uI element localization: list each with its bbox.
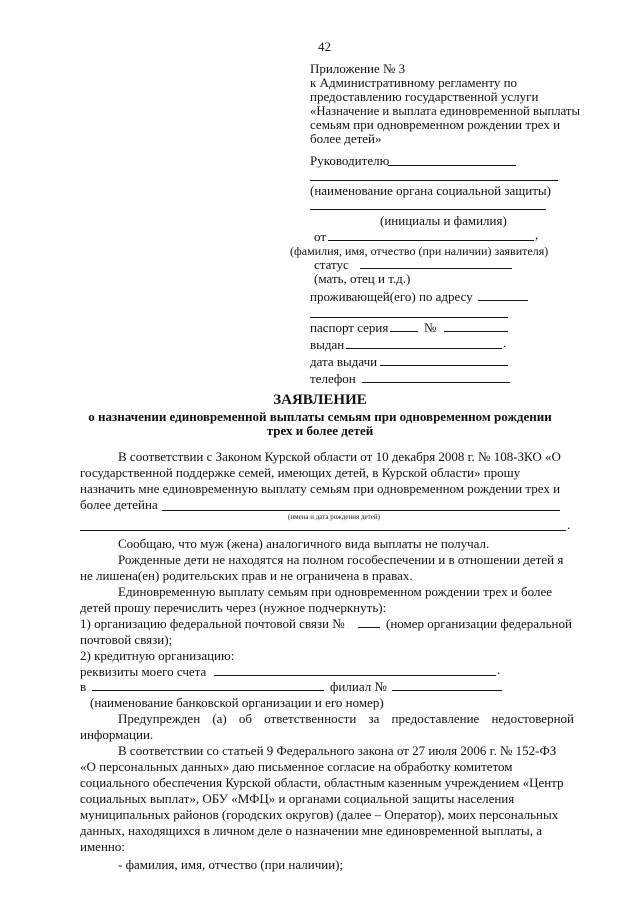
passport-number-label: № (424, 320, 437, 335)
document-title: ЗАЯВЛЕНИЕ (273, 392, 367, 408)
bank-in-label: в (80, 679, 87, 694)
paragraph-line: Сообщаю, что муж (жена) аналогичного вида выплаты не получал. (118, 536, 490, 551)
paragraph-line: В соответствии со статьей 9 Федерального закона от 27 июля 2006 г. № 152-ФЗ (118, 743, 557, 758)
paragraph-line: В соответствии с Законом Курской области от 10 декабря 2008 г. № 108-ЗКО «О (118, 449, 561, 464)
phone-label: телефон (310, 371, 356, 386)
children-names-field[interactable] (162, 510, 560, 511)
paragraph-line: социального обеспечения Курской области, областным казенным учреждением «Центр (80, 775, 564, 790)
paragraph-line: «О персональных данных» даю письменное согласие на обработку комитетом (80, 759, 513, 774)
branch-number-field[interactable] (392, 690, 502, 691)
issued-label: выдан (310, 337, 345, 352)
paragraph-line: именно: (80, 839, 125, 854)
paragraph-line: социальных выплат», ОБУ «МФЦ» и органами социальной защиты населения (80, 791, 515, 806)
line-dot: . (567, 517, 571, 532)
address-field[interactable] (478, 300, 528, 301)
address-field-2[interactable] (310, 317, 508, 318)
appendix-line: предоставлению государственной услуги (310, 89, 539, 104)
option-post-office: 1) организацию федеральной почтовой связи № (80, 616, 345, 631)
account-label: реквизиты моего счета (80, 664, 207, 679)
page-number: 42 (318, 39, 331, 54)
body-caption: (наименование органа социальной защиты) (310, 183, 551, 198)
paragraph-line: данных, находящихся в личном деле о назначении мне единовременной выплаты, а (80, 823, 543, 838)
applicant-caption: (фамилия, имя, отчество (при наличии) заявителя) (290, 244, 549, 258)
paragraph-line: более детейна (80, 497, 158, 512)
issue-date-label: дата выдачи (310, 354, 378, 369)
option-post-office-hint: (номер организации федеральной (386, 616, 572, 631)
passport-series-label: паспорт серия (310, 320, 389, 335)
appendix-line: более детей» (310, 131, 382, 146)
passport-series-field[interactable] (390, 331, 418, 332)
account-field[interactable] (214, 675, 496, 676)
paragraph-line: назначить мне единовременную выплату семьям при одновременном рождении трех и (80, 481, 561, 496)
paragraph-line: Предупрежден (а) об ответственности за предоставление недостоверной (118, 711, 574, 726)
address-label: проживающей(его) по адресу (310, 289, 473, 304)
document-subtitle: о назначении единовременной выплаты семьям при одновременном рождении (88, 409, 552, 424)
paragraph-line: Рожденные дети не находятся на полном гособеспечении и в отношении детей я (118, 552, 564, 567)
issued-dot: . (503, 335, 507, 350)
body-name-field[interactable] (310, 180, 558, 181)
passport-number-field[interactable] (444, 331, 508, 332)
initials-field[interactable] (310, 209, 546, 210)
appendix-line: Приложение № 3 (310, 61, 406, 76)
paragraph-line: муниципальных районов (городских округов) (далее – Оператор), моих персональных (80, 807, 559, 822)
status-field[interactable] (360, 268, 512, 269)
head-name-field[interactable] (388, 165, 516, 166)
names-caption: (имена и дата рождения детей) (288, 513, 380, 521)
paragraph-line: не лишена(ен) родительских прав и не ограничена в правах. (80, 568, 413, 583)
list-item: - фамилия, имя, отчество (при наличии); (118, 857, 344, 872)
option-bank: 2) кредитную организацию: (80, 648, 235, 663)
appendix-line: «Назначение и выплата единовременной выплаты (310, 103, 580, 118)
bank-name-field[interactable] (92, 690, 324, 691)
account-dot: . (497, 662, 501, 677)
paragraph-line: детей прошу перечислить через (нужное подчеркнуть): (80, 600, 387, 615)
appendix-line: семьям при одновременном рождении трех и (310, 117, 561, 132)
document-subtitle: трех и более детей (266, 423, 374, 438)
paragraph-line: информации. (80, 727, 154, 742)
from-label: от (314, 229, 327, 244)
issue-date-field[interactable] (380, 365, 508, 366)
children-names-field-2[interactable] (80, 530, 566, 531)
phone-field[interactable] (362, 382, 510, 383)
paragraph-line: Единовременную выплату семьям при одновременном рождении трех и более (118, 584, 553, 599)
option-post-office-hint-2: почтовой связи); (80, 632, 173, 647)
initials-caption: (инициалы и фамилия) (380, 213, 507, 228)
from-comma: , (535, 227, 539, 242)
issued-field[interactable] (346, 348, 502, 349)
head-label: Руководителю (310, 153, 390, 168)
appendix-line: к Административному регламенту по (310, 75, 518, 90)
paragraph-line: государственной поддержке семей, имеющих детей, в Курской области» прошу (80, 465, 521, 480)
branch-label: филиал № (330, 679, 387, 694)
post-office-number-field[interactable] (358, 627, 380, 628)
status-label: статус (314, 257, 349, 272)
applicant-field[interactable] (328, 240, 534, 241)
bank-caption: (наименование банковской организации и его номер) (90, 695, 384, 710)
status-hint: (мать, отец и т.д.) (314, 271, 411, 286)
